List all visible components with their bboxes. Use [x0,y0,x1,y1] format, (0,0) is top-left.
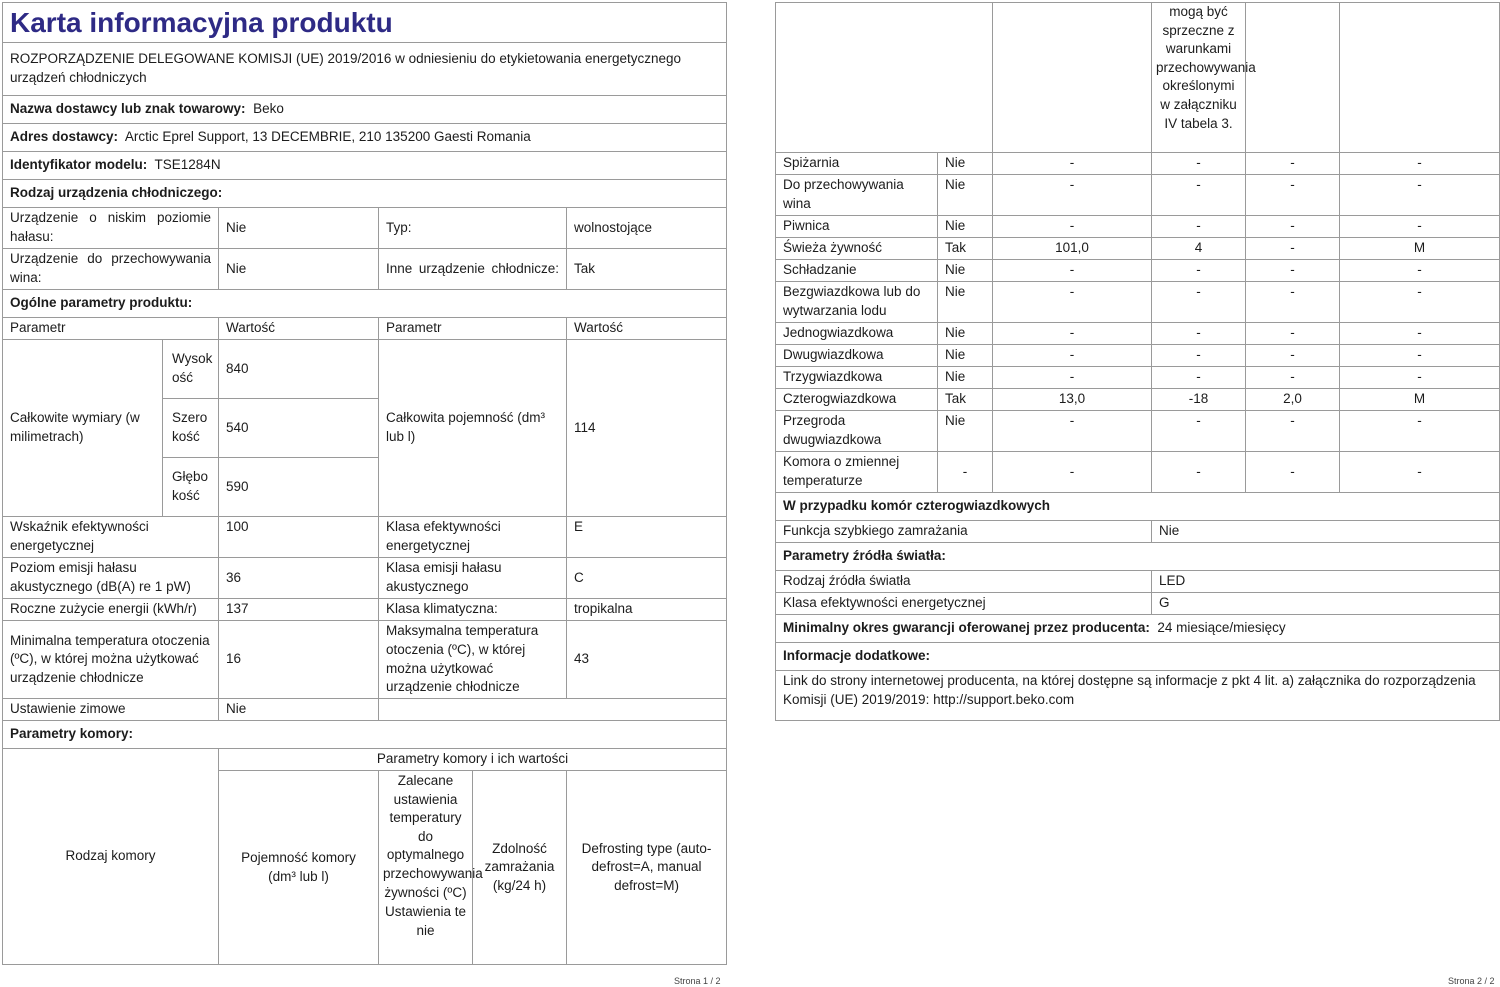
compartment-present: Nie [938,153,993,175]
compartment-volume: 13,0 [993,389,1152,411]
height-value: 840 [219,340,379,399]
depth-label: Głębokość [163,458,219,517]
compartment-row [776,216,1500,238]
compartment-name: Piwnica [776,216,938,238]
compartment-freeze: - [1246,323,1340,345]
max-temp-value: 43 [567,621,727,699]
compartment-present: Nie [938,216,993,238]
compartment-name: Dwugwiazdkowa [776,345,938,367]
freeze-header: Zdolność zamrażania (kg/24 h) [473,771,567,965]
compartment-rows [776,153,1500,493]
compartment-params-heading: Parametry komory: [3,721,727,749]
general-params-heading: Ogólne parametry produktu: [3,290,727,318]
height-label: Wysokość [163,340,219,399]
compartment-volume: - [993,411,1152,452]
eei-value: 100 [219,517,379,558]
address-value: Arctic Eprel Support, 13 DECEMBRIE, 210 135200 Gaesti Romania [124,129,531,145]
temp-header [379,771,483,965]
compartment-name: Do przechowywania wina [776,175,938,216]
supplier-value: Beko [253,101,284,117]
compartment-freeze: - [1246,452,1340,493]
empty-cell [379,699,727,721]
wine-storage-value: Nie [219,249,379,290]
compartment-params-header: Parametry komory i ich wartości [219,749,727,771]
regulation-text: ROZPORZĄDZENIE DELEGOWANE KOMISJI (UE) 2019/2016 w odniesieniu do etykietowania energetycznego urządzeń chłodniczych [3,43,727,96]
address-label: Adres dostawcy: [10,129,119,145]
other-device-value: Tak [567,249,727,290]
compartment-name: Jednogwiazdkowa [776,323,938,345]
energy-class-value: E [567,517,727,558]
model-label: Identyfikator modelu: [10,157,148,173]
address-row [3,124,727,152]
compartment-type-header: Rodzaj komory [3,749,219,965]
compartment-name: Trzygwiazdkowa [776,367,938,389]
low-noise-label: Urządzenie o niskim poziomie hałasu: [3,208,219,249]
total-volume-value: 114 [567,340,727,517]
dimensions-label: Całkowite wymiary (w milimetrach) [3,340,163,517]
compartment-temp: - [1152,367,1246,389]
compartment-volume: - [993,323,1152,345]
compartment-temp: - [1152,282,1246,323]
compartment-defrost: - [1340,452,1500,493]
compartment-name: Spiżarnia [776,153,938,175]
supplier-row [3,96,727,124]
light-class-value: G [1152,593,1500,615]
eei-label: Wskaźnik efektywności energetycznej [3,517,219,558]
other-device-label: Inne urządzenie chłodnicze: [379,249,567,290]
warranty-row [776,615,1500,643]
param-header-1: Parametr [3,318,219,340]
winter-setting-value: Nie [219,699,379,721]
compartment-row [776,389,1500,411]
compartment-defrost: - [1340,282,1500,323]
compartment-temp: - [1152,345,1246,367]
compartment-freeze: - [1246,153,1340,175]
compartment-defrost: - [1340,411,1500,452]
compartment-freeze: - [1246,216,1340,238]
compartment-freeze: - [1246,238,1340,260]
compartment-volume: - [993,260,1152,282]
min-temp-value: 16 [219,621,379,699]
product-info-table-page-2 [775,2,1500,721]
noise-value: 36 [219,558,379,599]
total-volume-label: Całkowita pojemność (dm³ lub l) [379,340,567,517]
compartment-row [776,238,1500,260]
compartment-temp: - [1152,323,1246,345]
page-2-footer: Strona 2 / 2 [1448,976,1495,986]
noise-class-label: Klasa emisji hałasu akustycznego [379,558,567,599]
compartment-row [776,367,1500,389]
min-temp-label: Minimalna temperatura otoczenia (ºC), w której można użytkować urządzenie chłodnicze [3,621,219,699]
compartment-defrost: - [1340,323,1500,345]
compartment-row [776,323,1500,345]
additional-info-text: Link do strony internetowej producenta, na której dostępne są informacje z pkt 4 lit. a) załącznika do rozporządzenia Komisji (UE) 2019/2019: http://support.beko.com [776,671,1500,721]
compartment-temp: - [1152,411,1246,452]
compartment-name: Świeża żywność [776,238,938,260]
noise-label: Poziom emisji hałasu akustycznego (dB(A) re 1 pW) [3,558,219,599]
compartment-name: Bezgwiazdkowa lub do wytwarzania lodu [776,282,938,323]
compartment-volume: 101,0 [993,238,1152,260]
climate-class-value: tropikalna [567,599,727,621]
wine-storage-label: Urządzenie do przechowywania wina: [3,249,219,290]
temp-header-continued: mogą być sprzeczne z warunkami przechowywania określonymi w załączniku IV tabela 3. [1152,3,1246,153]
value-header-2: Wartość [567,318,727,340]
param-header-2: Parametr [379,318,567,340]
defrost-header: Defrosting type (auto-defrost=A, manual defrost=M) [567,771,727,965]
compartment-volume: - [993,452,1152,493]
compartment-row [776,411,1500,452]
compartment-present: Nie [938,345,993,367]
type-label: Typ: [379,208,567,249]
warranty-value: 24 miesiące/miesięcy [1157,620,1286,636]
compartment-row [776,282,1500,323]
max-temp-label: Maksymalna temperatura otoczenia (ºC), w której można użytkować urządzenie chłodnicze [379,621,567,699]
compartment-temp: - [1152,153,1246,175]
page-1-footer: Strona 1 / 2 [674,976,721,986]
four-star-heading: W przypadku komór czterogwiazdkowych [776,493,1500,521]
compartment-present: Nie [938,260,993,282]
warranty-label: Minimalny okres gwarancji oferowanej przez producenta: [783,620,1150,636]
additional-info-heading: Informacje dodatkowe: [776,643,1500,671]
width-label: Szerokość [163,399,219,458]
compartment-volume: - [993,153,1152,175]
compartment-volume: - [993,367,1152,389]
compartment-defrost: M [1340,389,1500,411]
depth-value: 590 [219,458,379,517]
compartment-present: Tak [938,389,993,411]
blank-header-2 [993,3,1152,153]
annual-energy-value: 137 [219,599,379,621]
type-value: wolnostojące [567,208,727,249]
compartment-present: Nie [938,367,993,389]
compartment-row [776,260,1500,282]
climate-class-label: Klasa klimatyczna: [379,599,567,621]
device-type-heading: Rodzaj urządzenia chłodniczego: [3,180,727,208]
width-value: 540 [219,399,379,458]
compartment-defrost: - [1340,216,1500,238]
noise-class-value: C [567,558,727,599]
compartment-row [776,153,1500,175]
compartment-temp: - [1152,216,1246,238]
product-info-table-page-1 [2,2,727,965]
compartment-freeze: - [1246,345,1340,367]
winter-setting-label: Ustawienie zimowe [3,699,219,721]
volume-header: Pojemność komory (dm³ lub l) [219,771,379,965]
blank-header-3 [1246,3,1340,153]
compartment-name: Schładzanie [776,260,938,282]
annual-energy-label: Roczne zużycie energii (kWh/r) [3,599,219,621]
compartment-name: Komora o zmiennej temperaturze [776,452,938,493]
value-header-1: Wartość [219,318,379,340]
compartment-present: - [938,452,993,493]
compartment-temp: - [1152,260,1246,282]
temp-header-text: Zalecane ustawienia temperatury do optymalnego przechowywania żywności (ºC) [383,773,483,900]
compartment-present: Nie [938,175,993,216]
compartment-temp: 4 [1152,238,1246,260]
blank-header-4 [1340,3,1500,153]
compartment-row [776,345,1500,367]
compartment-defrost: - [1340,260,1500,282]
compartment-defrost: - [1340,153,1500,175]
compartment-volume: - [993,345,1152,367]
low-noise-value: Nie [219,208,379,249]
compartment-volume: - [993,175,1152,216]
compartment-freeze: 2,0 [1246,389,1340,411]
compartment-defrost: M [1340,238,1500,260]
compartment-freeze: - [1246,411,1340,452]
fast-freeze-label: Funkcja szybkiego zamrażania [776,521,1152,543]
model-row [3,152,727,180]
temp-header-note: Ustawienia te nie [384,904,467,938]
model-value: TSE1284N [154,157,221,173]
light-source-heading: Parametry źródła światła: [776,543,1500,571]
compartment-volume: - [993,216,1152,238]
compartment-present: Nie [938,282,993,323]
compartment-freeze: - [1246,260,1340,282]
compartment-name: Czterogwiazdkowa [776,389,938,411]
compartment-temp: - [1152,175,1246,216]
compartment-defrost: - [1340,367,1500,389]
light-type-value: LED [1152,571,1500,593]
compartment-present: Tak [938,238,993,260]
compartment-temp: -18 [1152,389,1246,411]
light-class-label: Klasa efektywności energetycznej [776,593,1152,615]
fast-freeze-value: Nie [1152,521,1500,543]
blank-header-1 [776,3,993,153]
compartment-present: Nie [938,323,993,345]
compartment-freeze: - [1246,175,1340,216]
compartment-temp: - [1152,452,1246,493]
compartment-freeze: - [1246,282,1340,323]
supplier-label: Nazwa dostawcy lub znak towarowy: [10,101,246,117]
compartment-defrost: - [1340,175,1500,216]
energy-class-label: Klasa efektywności energetycznej [379,517,567,558]
light-type-label: Rodzaj źródła światła [776,571,1152,593]
compartment-name: Przegroda dwugwiazdkowa [776,411,938,452]
compartment-defrost: - [1340,345,1500,367]
compartment-row [776,452,1500,493]
compartment-volume: - [993,282,1152,323]
compartment-row [776,175,1500,216]
page-title: Karta informacyjna produktu [3,3,727,43]
compartment-freeze: - [1246,367,1340,389]
compartment-present: Nie [938,411,993,452]
